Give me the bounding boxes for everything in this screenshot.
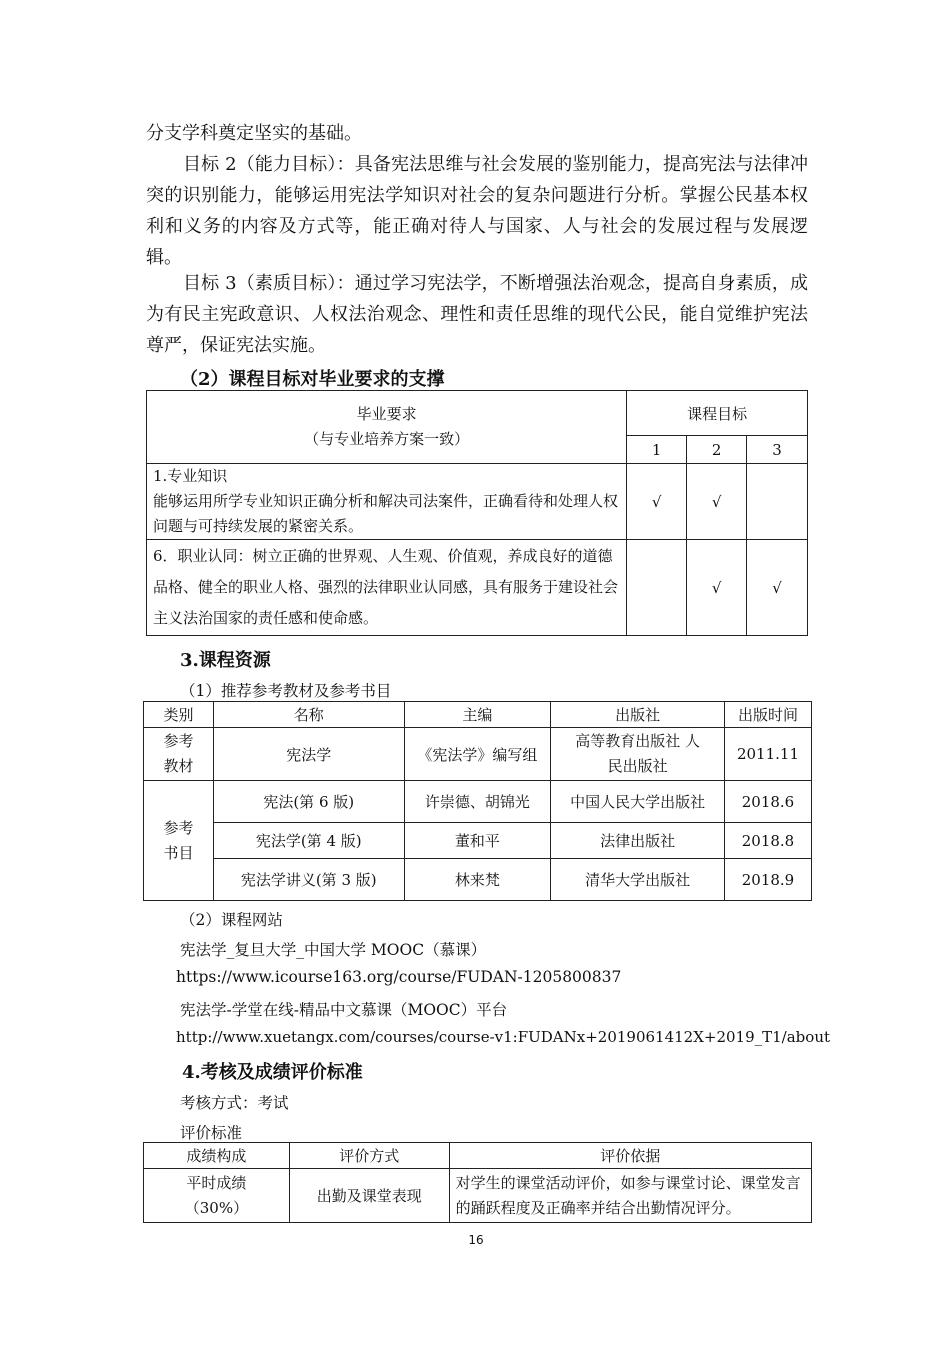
book-publisher: 中国人民大学出版社 (551, 781, 725, 823)
requirement-header-label: 毕业要求 (356, 405, 417, 423)
table-row (147, 464, 808, 540)
book-name: 宪法学(第 4 版) (213, 823, 404, 859)
resources-heading: 3.课程资源 (180, 650, 271, 671)
goal-col-1: 1 (627, 436, 687, 464)
grade-component-weight: （30%） (184, 1198, 249, 1217)
col-header-publisher: 出版社 (551, 702, 725, 728)
grade-component-name: 平时成绩 (186, 1173, 247, 1192)
category-references: 参考书目 (144, 781, 214, 901)
check-mark: √ (627, 464, 687, 540)
paragraph-goal-3: 目标 3（素质目标）：通过学习宪法学，不断增强法治观念，提高自身素质，成为有民主宪政意识、人权法治观念、理性和责任思维的现代公民，能自觉维护宪法尊严，保证宪法实施。 (146, 273, 808, 356)
requirement-cell (147, 464, 627, 540)
check-mark (627, 540, 687, 636)
support-table (146, 390, 808, 636)
col-header-year: 出版时间 (724, 702, 811, 728)
check-mark: √ (687, 540, 747, 636)
col-header-method: 评价方式 (289, 1143, 449, 1169)
table-row (144, 781, 812, 823)
book-editor: 《宪法学》编写组 (404, 728, 551, 781)
book-publisher: 法律出版社 (551, 823, 725, 859)
page-number: 16 (468, 1233, 484, 1247)
requirement-text: 能够运用所学专业知识正确分析和解决司法案件，正确看待和处理人权问题与可持续发展的紧密关系。 (153, 492, 619, 535)
table-row (147, 540, 808, 636)
check-mark: √ (687, 464, 747, 540)
paragraph-continuation: 分支学科奠定坚实的基础。 (146, 123, 362, 144)
table-row (144, 823, 812, 859)
assessment-method: 考核方式：考试 (180, 1094, 289, 1112)
book-editor: 董和平 (404, 823, 551, 859)
col-header-component: 成绩构成 (144, 1143, 290, 1169)
grade-table (143, 1142, 812, 1223)
book-name: 宪法学 (213, 728, 404, 781)
website-url-1: https://www.icourse163.org/course/FUDAN-1205800837 (176, 968, 622, 986)
book-year: 2018.8 (724, 823, 811, 859)
book-name: 宪法学讲义(第 3 版) (213, 859, 404, 901)
books-table (143, 701, 812, 901)
goal-col-3: 3 (747, 436, 808, 464)
books-subheading: （1）推荐参考教材及参考书目 (180, 682, 392, 700)
book-year: 2018.6 (724, 781, 811, 823)
website-title-2: 宪法学-学堂在线-精品中文慕课（MOOC）平台 (180, 1001, 508, 1019)
grade-component (144, 1169, 290, 1223)
col-header-name: 名称 (213, 702, 404, 728)
support-heading: （2）课程目标对毕业要求的支撑 (180, 369, 445, 390)
requirement-header-sub: （与专业培养方案一致） (304, 430, 470, 448)
table-row (144, 1169, 812, 1223)
requirement-header (147, 391, 627, 464)
website-subheading: （2）课程网站 (180, 911, 283, 929)
requirement-text: 6．职业认同：树立正确的世界观、人生观、价值观，养成良好的道德品格、健全的职业人格、强烈的法律职业认同感，具有服务于建设社会主义法治国家的责任感和使命感。 (147, 540, 627, 636)
col-header-editor: 主编 (404, 702, 551, 728)
criteria-label: 评价标准 (180, 1124, 243, 1142)
book-publisher: 清华大学出版社 (551, 859, 725, 901)
check-mark: √ (747, 540, 808, 636)
col-header-basis: 评价依据 (449, 1143, 811, 1169)
paragraph-goal-2: 目标 2（能力目标）：具备宪法思维与社会发展的鉴别能力，提高宪法与法律冲突的识别能力，能够运用宪法学知识对社会的复杂问题进行分析。掌握公民基本权利和义务的内容及方式等，能正确对待人与国家、人与社会的发展过程与发展逻辑。 (146, 154, 808, 268)
book-editor: 林来梵 (404, 859, 551, 901)
website-title-1: 宪法学_复旦大学_中国大学 MOOC（慕课） (180, 941, 487, 959)
website-url-2: http://www.xuetangx.com/courses/course-v1:FUDANx+2019061412X+2019_T1/about (176, 1028, 831, 1046)
category-textbook: 参考教材 (144, 728, 214, 781)
requirement-title: 1.专业知识 (153, 467, 228, 485)
assessment-heading: 4.考核及成绩评价标准 (182, 1062, 363, 1083)
book-name: 宪法(第 6 版) (213, 781, 404, 823)
goal-col-2: 2 (687, 436, 747, 464)
book-year: 2018.9 (724, 859, 811, 901)
book-editor: 许崇德、胡锦光 (404, 781, 551, 823)
goal-header: 课程目标 (627, 391, 808, 436)
col-header-category: 类别 (144, 702, 214, 728)
grade-method: 出勤及课堂表现 (289, 1169, 449, 1223)
table-row (144, 728, 812, 781)
table-row (144, 859, 812, 901)
grade-basis: 对学生的课堂活动评价，如参与课堂讨论、课堂发言的踊跃程度及正确率并结合出勤情况评分。 (449, 1169, 811, 1223)
book-publisher: 高等教育出版社 人民出版社 (551, 728, 725, 781)
book-year: 2011.11 (724, 728, 811, 781)
check-mark (747, 464, 808, 540)
